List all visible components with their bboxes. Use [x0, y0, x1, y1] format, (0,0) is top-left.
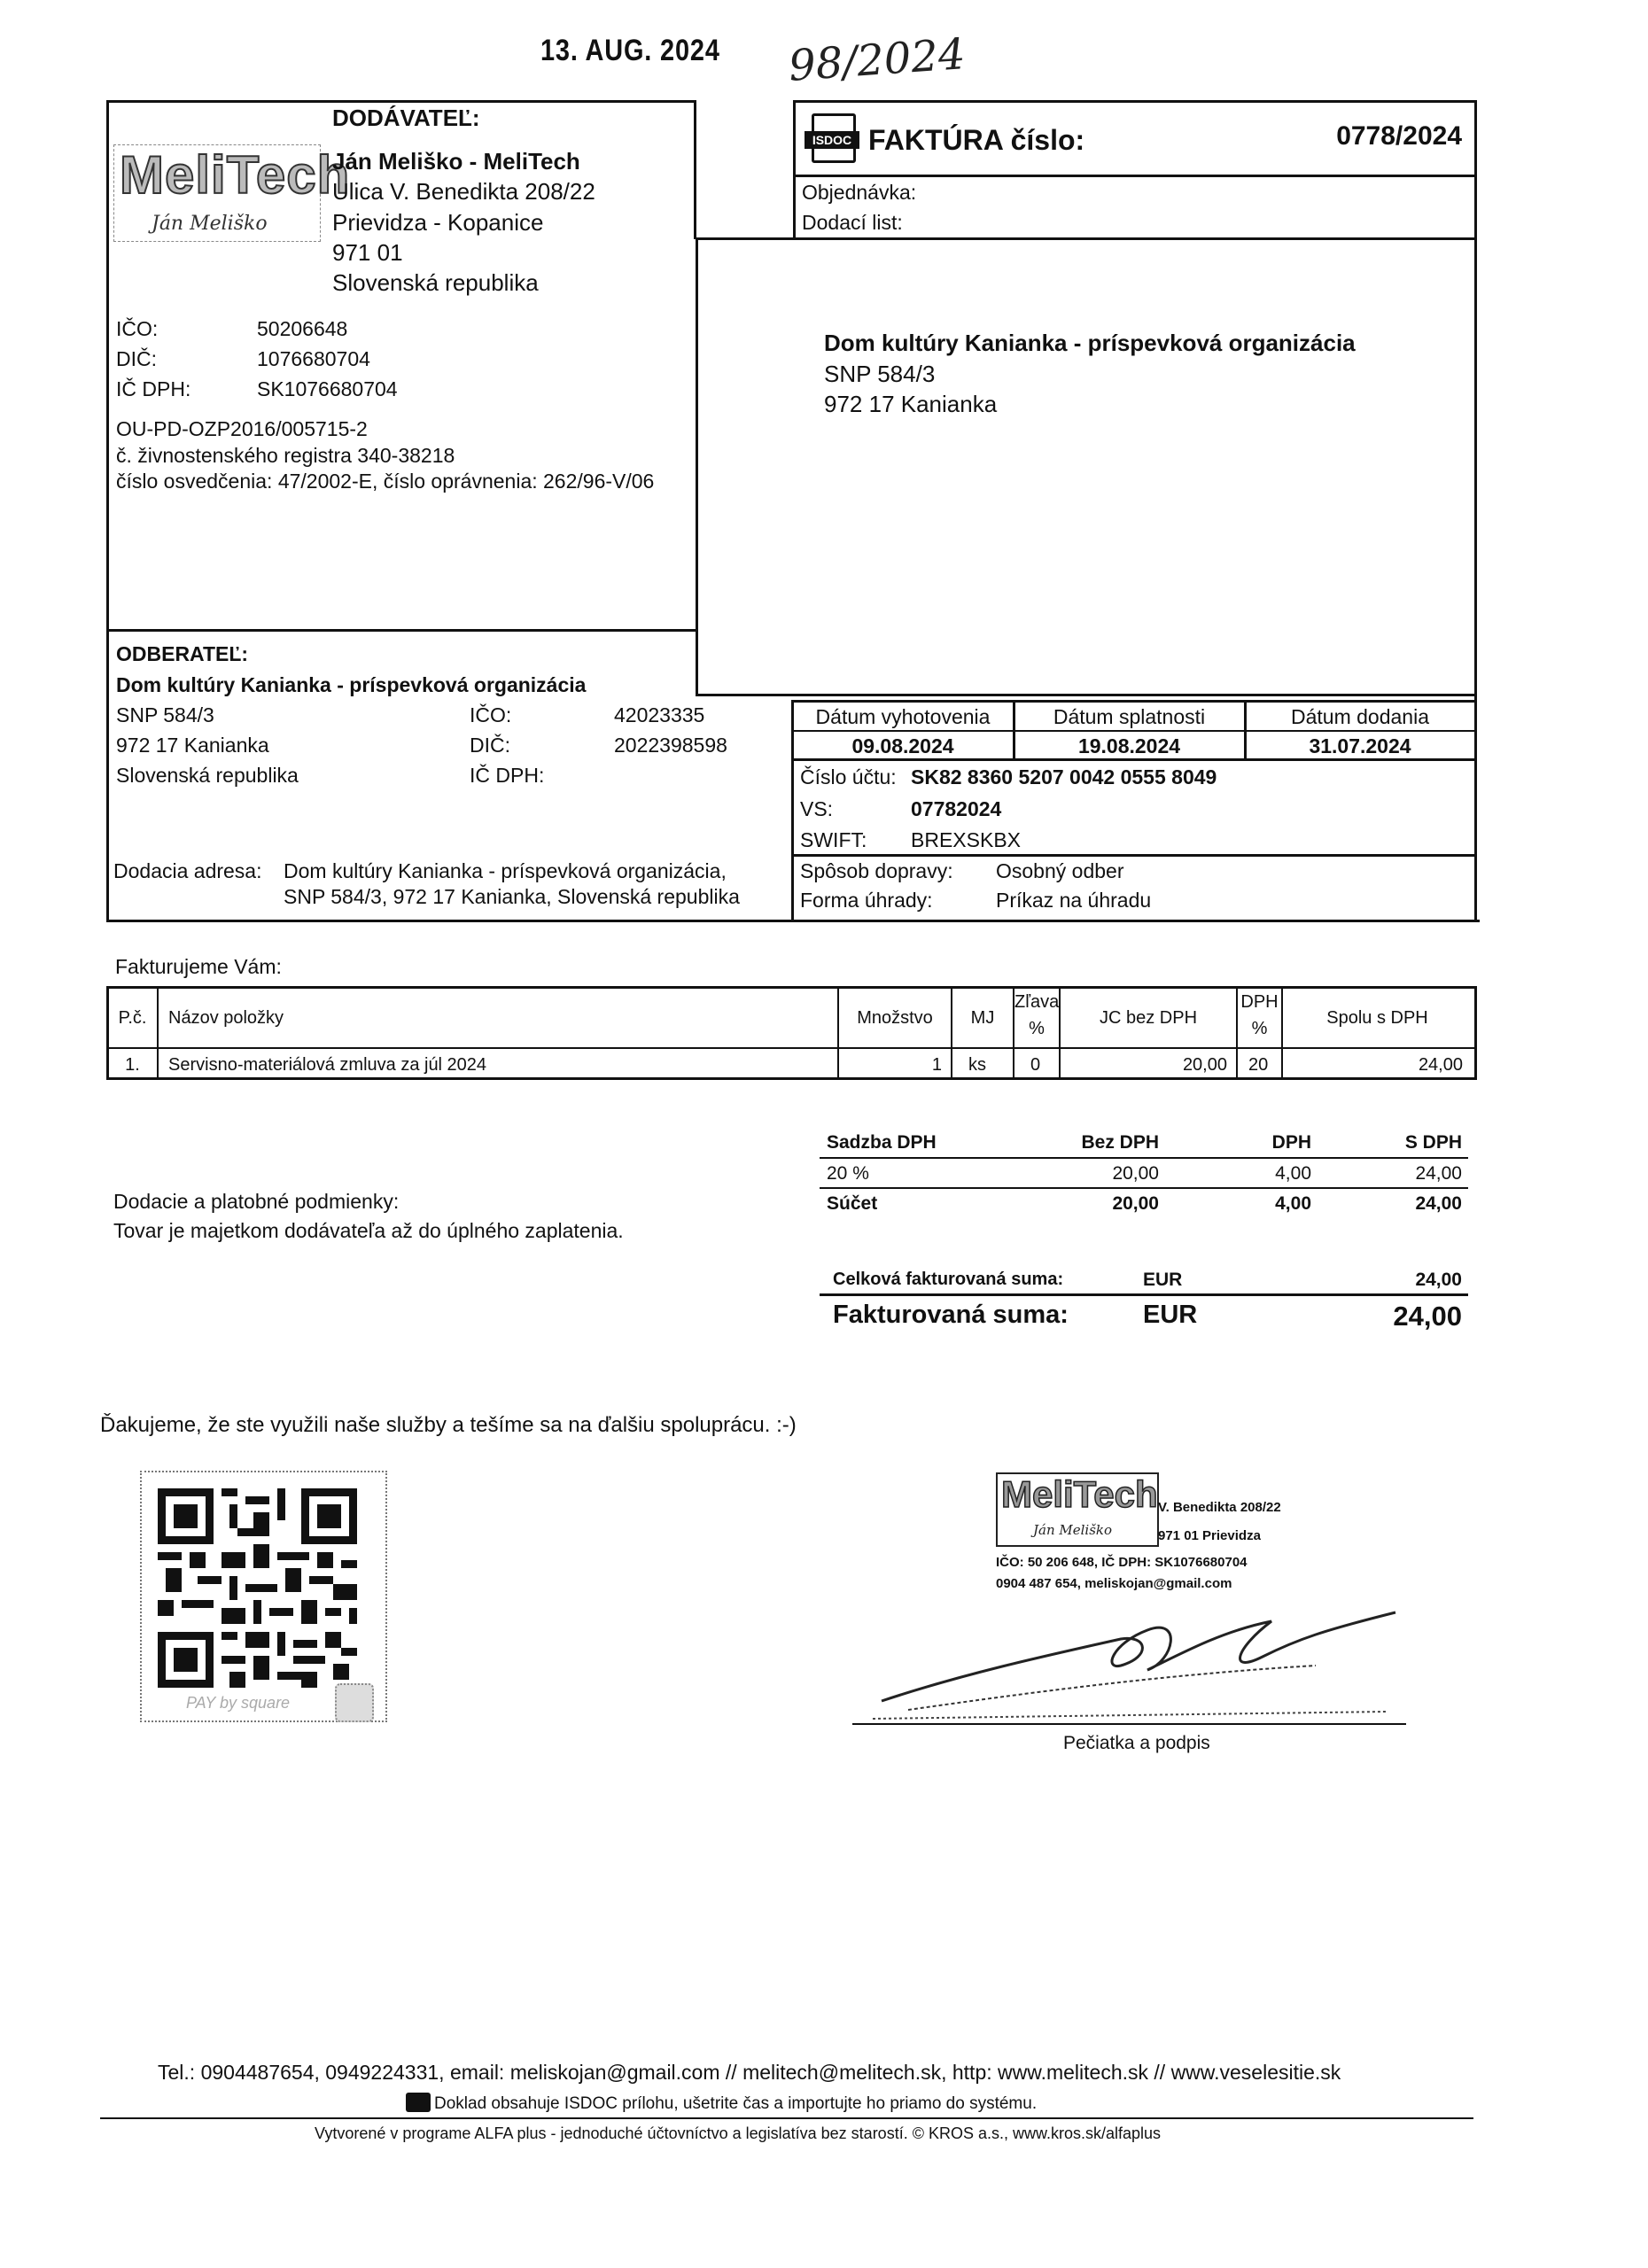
pay-by-square-icon: [335, 1683, 374, 1722]
stamp-signature-label: Pečiatka a podpis: [1063, 1733, 1210, 1753]
vat-total: 24,00: [1415, 1163, 1462, 1184]
invoiced-currency: EUR: [1143, 1301, 1198, 1329]
account-number: SK82 8360 5207 0042 0555 8049: [911, 765, 1217, 788]
stamp-line4: 0904 487 654, meliskojan@gmail.com: [996, 1576, 1232, 1591]
isdoc-label: ISDOC: [805, 131, 859, 149]
customer-name: Dom kultúry Kanianka - príspevková organizácia: [116, 673, 587, 696]
supplier-name: Ján Meliško - MeliTech: [332, 148, 580, 175]
col-qty: Množstvo: [857, 1008, 933, 1028]
customer-heading: ODBERATEĽ:: [116, 642, 249, 665]
col-discount: Zľava: [1014, 992, 1060, 1012]
swift-label: SWIFT:: [800, 828, 867, 851]
account-label: Číslo účtu:: [800, 765, 897, 788]
delivery-address-line1: Dom kultúry Kanianka - príspevková organizácia,: [284, 859, 727, 882]
date-delivered-label: Dátum dodania: [1291, 705, 1429, 728]
supplier-ico-label: IČO:: [116, 317, 159, 340]
supplier-ico: 50206648: [257, 317, 348, 340]
invoiced-value: 24,00: [1393, 1301, 1462, 1332]
row-unit-price: 20,00: [1182, 1055, 1227, 1075]
row-mj: ks: [968, 1055, 986, 1075]
address-window: [696, 237, 1477, 696]
total-value: 24,00: [1415, 1270, 1462, 1290]
handwritten-note: 98/2024: [787, 29, 968, 91]
col-vat: DPH: [1240, 992, 1279, 1012]
col-total: Spolu s DPH: [1326, 1008, 1428, 1028]
customer-dic: 2022398598: [614, 734, 727, 757]
vat-base: 20,00: [1112, 1163, 1159, 1184]
qr-caption: PAY by square: [186, 1694, 291, 1712]
row-qty: 1: [931, 1055, 942, 1075]
vs-value: 07782024: [911, 797, 1002, 820]
footer-contact: Tel.: 0904487654, 0949224331, email: meliskojan@gmail.com // melitech@melitech.sk, http: www.melitech.sk // www.veselesitie.sk: [158, 2061, 1341, 2084]
col-vat-pct: %: [1251, 1019, 1268, 1038]
vat-h-vat: DPH: [1271, 1132, 1311, 1153]
footer-isdoc-icon: [406, 2093, 431, 2112]
col-pc: P.č.: [118, 1008, 147, 1028]
stamp-logo-sub: Ján Meliško: [1033, 1522, 1113, 1538]
date-delivered: 31.07.2024: [1309, 734, 1411, 757]
customer-country: Slovenská republika: [116, 764, 299, 787]
supplier-heading: DODÁVATEĽ:: [332, 105, 480, 131]
transport-label: Spôsob dopravy:: [800, 859, 953, 882]
col-name: Názov položky: [168, 1008, 284, 1028]
customer-city: 972 17 Kanianka: [116, 734, 269, 757]
stamp-logo-text: MeliTech: [1001, 1473, 1158, 1515]
thanks-text: Ďakujeme, že ste využili naše služby a tešíme sa na ďalšiu spoluprácu. :-): [100, 1413, 797, 1437]
order-label: Objednávka:: [802, 181, 917, 204]
supplier-registration-1: OU-PD-OZP2016/005715-2: [116, 417, 368, 440]
date-issued-label: Dátum vyhotovenia: [815, 705, 991, 728]
payment-method-label: Forma úhrady:: [800, 889, 933, 912]
supplier-logo-text: MeliTech: [120, 145, 351, 205]
vat-h-base: Bez DPH: [1081, 1132, 1159, 1153]
supplier-city: Prievidza - Kopanice: [332, 209, 544, 236]
supplier-logo-sub: Ján Meliško: [152, 213, 268, 235]
supplier-dic-label: DIČ:: [116, 347, 157, 370]
col-unit-price: JC bez DPH: [1099, 1008, 1198, 1028]
date-issued: 09.08.2024: [851, 734, 954, 757]
seller-stamp: [996, 1472, 1159, 1547]
stamp-line2: 971 01 Prievidza: [1158, 1528, 1261, 1543]
vat-h-rate: Sadzba DPH: [827, 1132, 937, 1153]
footer-generated: Vytvorené v programe ALFA plus - jednoduché účtovníctvo a legislatíva bez starostí. © KROS a.s., www.kros.sk/alfaplus: [315, 2124, 1162, 2142]
transport-value: Osobný odber: [996, 859, 1124, 882]
vat-rate: 20 %: [827, 1163, 869, 1184]
window-name: Dom kultúry Kanianka - príspevková organizácia: [824, 330, 1356, 356]
invoice-title: FAKTÚRA číslo:: [868, 124, 1085, 156]
supplier-logo: [113, 144, 351, 242]
row-pc: 1.: [125, 1055, 140, 1075]
stamp-line1: V. Benedikta 208/22: [1158, 1500, 1281, 1515]
customer-street: SNP 584/3: [116, 703, 214, 726]
supplier-registration-2: č. živnostenského registra 340-38218: [116, 444, 455, 467]
supplier-registration-3: číslo osvedčenia: 47/2002-E, číslo oprávnenia: 262/96-V/06: [116, 470, 655, 493]
invoice-number: 0778/2024: [1336, 121, 1462, 151]
supplier-street: Ulica V. Benedikta 208/22: [332, 178, 595, 205]
supplier-zip: 971 01: [332, 239, 403, 266]
vat-sum-total: 24,00: [1415, 1193, 1462, 1214]
total-label: Celková fakturovaná suma:: [833, 1270, 1064, 1289]
supplier-icdph-label: IČ DPH:: [116, 377, 191, 400]
customer-ico-label: IČO:: [470, 703, 512, 726]
delivery-address-line2: SNP 584/3, 972 17 Kanianka, Slovenská republika: [284, 885, 740, 908]
row-name: Servisno-materiálová zmluva za júl 2024: [168, 1055, 487, 1075]
stamp-line3: IČO: 50 206 648, IČ DPH: SK1076680704: [996, 1555, 1248, 1570]
date-due: 19.08.2024: [1077, 734, 1181, 757]
customer-ico: 42023335: [614, 703, 705, 726]
footer-isdoc-note: Doklad obsahuje ISDOC prílohu, ušetrite čas a importujte ho priamo do systému.: [434, 2094, 1038, 2113]
handwritten-signature: [855, 1595, 1422, 1728]
delivery-note-label: Dodací list:: [802, 211, 903, 234]
invoiced-label: Fakturovaná suma:: [833, 1301, 1069, 1329]
supplier-dic: 1076680704: [257, 347, 370, 370]
vat-vat: 4,00: [1275, 1163, 1311, 1184]
vat-sum-base: 20,00: [1112, 1193, 1159, 1214]
total-currency: EUR: [1143, 1270, 1183, 1290]
isdoc-icon: [805, 113, 859, 161]
date-due-label: Dátum splatnosti: [1053, 705, 1206, 728]
vs-label: VS:: [800, 797, 834, 820]
vat-sum-label: Súčet: [827, 1193, 878, 1214]
vat-h-total: S DPH: [1404, 1132, 1462, 1153]
payment-method-value: Príkaz na úhradu: [996, 889, 1152, 912]
supplier-country: Slovenská republika: [332, 269, 539, 296]
customer-dic-label: DIČ:: [470, 734, 510, 757]
conditions-text: Tovar je majetkom dodávateľa až do úplného zaplatenia.: [113, 1219, 624, 1242]
supplier-icdph: SK1076680704: [257, 377, 398, 400]
swift-value: BREXSKBX: [911, 828, 1021, 851]
row-discount: 0: [1030, 1055, 1041, 1075]
col-mj: MJ: [970, 1008, 995, 1028]
vat-sum-vat: 4,00: [1275, 1193, 1311, 1214]
received-date-stamp: 13. AUG. 2024: [540, 34, 720, 67]
window-street: SNP 584/3: [824, 361, 936, 387]
items-intro: Fakturujeme Vám:: [115, 955, 282, 978]
row-vat: 20: [1248, 1055, 1269, 1075]
window-city: 972 17 Kanianka: [824, 391, 998, 417]
row-total: 24,00: [1418, 1055, 1463, 1075]
qr-code: [158, 1488, 357, 1688]
customer-icdph-label: IČ DPH:: [470, 764, 545, 787]
col-discount-pct: %: [1029, 1019, 1045, 1038]
delivery-address-label: Dodacia adresa:: [113, 859, 262, 882]
conditions-heading: Dodacie a platobné podmienky:: [113, 1190, 400, 1213]
